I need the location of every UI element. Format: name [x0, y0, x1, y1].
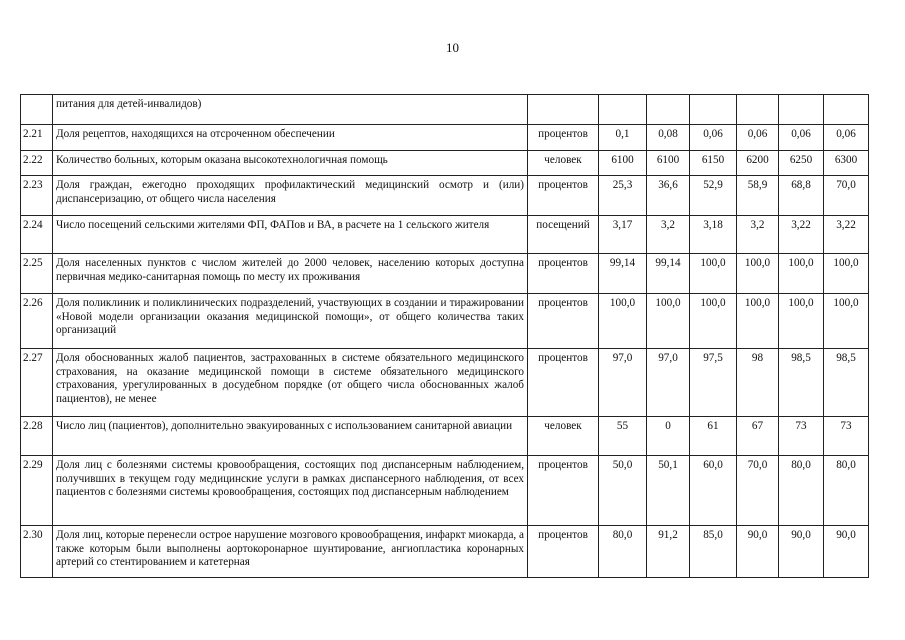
cell-value: 3,2 [737, 216, 779, 254]
cell-unit: процентов [528, 254, 599, 294]
cell-value: 100,0 [737, 254, 779, 294]
cell-value: 70,0 [737, 456, 779, 526]
cell-value: 6100 [599, 151, 647, 176]
cell-value: 100,0 [690, 294, 737, 349]
cell-unit: процентов [528, 526, 599, 578]
cell-num: 2.24 [21, 216, 53, 254]
cell-num: 2.29 [21, 456, 53, 526]
cell-unit: процентов [528, 125, 599, 151]
cell-value [599, 95, 647, 125]
cell-value: 36,6 [647, 176, 690, 216]
cell-value: 50,0 [599, 456, 647, 526]
table-row [21, 254, 869, 294]
indicators-table [20, 94, 869, 578]
cell-num: 2.21 [21, 125, 53, 151]
cell-value [690, 95, 737, 125]
cell-value [647, 95, 690, 125]
table-row [21, 294, 869, 349]
cell-value: 61 [690, 417, 737, 456]
cell-value: 25,3 [599, 176, 647, 216]
cell-unit: посещений [528, 216, 599, 254]
cell-value: 98,5 [824, 349, 869, 417]
cell-num: 2.28 [21, 417, 53, 456]
table-row [21, 176, 869, 216]
cell-description: Доля поликлиник и поликлинических подразделений, участвующих в создании и тиражировании «Новой модели организации оказания медицинской помощи», от общего количества таких организаций [53, 294, 528, 349]
cell-unit: процентов [528, 294, 599, 349]
cell-description: Количество больных, которым оказана высокотехнологичная помощь [53, 151, 528, 176]
cell-num [21, 95, 53, 125]
cell-value: 0,06 [824, 125, 869, 151]
cell-description: Число лиц (пациентов), дополнительно эвакуированных с использованием санитарной авиации [53, 417, 528, 456]
cell-value: 73 [779, 417, 824, 456]
cell-value: 60,0 [690, 456, 737, 526]
cell-unit: человек [528, 151, 599, 176]
cell-value: 0,06 [737, 125, 779, 151]
cell-value: 3,18 [690, 216, 737, 254]
cell-value: 91,2 [647, 526, 690, 578]
table-row [21, 349, 869, 417]
cell-value: 0 [647, 417, 690, 456]
cell-value: 85,0 [690, 526, 737, 578]
cell-value: 100,0 [779, 254, 824, 294]
cell-value: 80,0 [824, 456, 869, 526]
cell-value: 6250 [779, 151, 824, 176]
cell-value: 0,1 [599, 125, 647, 151]
cell-value: 0,06 [779, 125, 824, 151]
cell-value: 6200 [737, 151, 779, 176]
cell-value: 100,0 [647, 294, 690, 349]
cell-value: 55 [599, 417, 647, 456]
cell-value: 98 [737, 349, 779, 417]
cell-value: 100,0 [824, 294, 869, 349]
cell-value: 6150 [690, 151, 737, 176]
cell-value: 100,0 [824, 254, 869, 294]
cell-value: 99,14 [647, 254, 690, 294]
cell-num: 2.30 [21, 526, 53, 578]
cell-num: 2.23 [21, 176, 53, 216]
cell-value: 80,0 [599, 526, 647, 578]
table-body [21, 95, 869, 578]
cell-unit: процентов [528, 176, 599, 216]
cell-value: 90,0 [737, 526, 779, 578]
table-row [21, 456, 869, 526]
cell-description: Доля граждан, ежегодно проходящих профилактический медицинский осмотр и (или) диспансеризацию, от общего числа населения [53, 176, 528, 216]
cell-value [779, 95, 824, 125]
cell-value: 80,0 [779, 456, 824, 526]
cell-value [737, 95, 779, 125]
cell-value: 100,0 [779, 294, 824, 349]
cell-value: 90,0 [779, 526, 824, 578]
cell-value: 67 [737, 417, 779, 456]
cell-value: 58,9 [737, 176, 779, 216]
cell-unit: процентов [528, 349, 599, 417]
cell-description: Доля рецептов, находящихся на отсроченном обеспечении [53, 125, 528, 151]
page-number: 10 [446, 40, 459, 55]
cell-value: 98,5 [779, 349, 824, 417]
cell-value: 97,0 [647, 349, 690, 417]
cell-description: Число посещений сельскими жителями ФП, ФАПов и ВА, в расчете на 1 сельского жителя [53, 216, 528, 254]
cell-value: 3,17 [599, 216, 647, 254]
cell-value: 3,2 [647, 216, 690, 254]
cell-value: 100,0 [690, 254, 737, 294]
cell-value: 100,0 [599, 294, 647, 349]
cell-value: 97,5 [690, 349, 737, 417]
table-row [21, 125, 869, 151]
cell-value: 99,14 [599, 254, 647, 294]
cell-value: 6100 [647, 151, 690, 176]
cell-value: 68,8 [779, 176, 824, 216]
cell-description: Доля обоснованных жалоб пациентов, застрахованных в системе обязательного медицинского страхования, на оказание медицинской помощи в системе обязательного медицинского страхования, урегулированных в досудебном порядке (от общего числа обоснованных жалоб пациентов), не менее [53, 349, 528, 417]
cell-num: 2.27 [21, 349, 53, 417]
cell-value: 3,22 [824, 216, 869, 254]
cell-description: Доля лиц, которые перенесли острое нарушение мозгового кровообращения, инфаркт миокарда, а также которым были выполнены аортокоронарное шунтирование, ангиопластика коронарных артерий со стентированием и катетерная [53, 526, 528, 578]
table-row [21, 151, 869, 176]
cell-value: 70,0 [824, 176, 869, 216]
cell-value [824, 95, 869, 125]
cell-value: 90,0 [824, 526, 869, 578]
cell-value: 0,08 [647, 125, 690, 151]
cell-description: Доля населенных пунктов с числом жителей до 2000 человек, населению которых доступна первичная медико-санитарная помощь по месту их проживания [53, 254, 528, 294]
cell-num: 2.22 [21, 151, 53, 176]
cell-value: 3,22 [779, 216, 824, 254]
cell-value: 52,9 [690, 176, 737, 216]
cell-num: 2.25 [21, 254, 53, 294]
cell-value: 0,06 [690, 125, 737, 151]
cell-value: 50,1 [647, 456, 690, 526]
cell-unit: человек [528, 417, 599, 456]
cell-value: 6300 [824, 151, 869, 176]
cell-unit: процентов [528, 456, 599, 526]
cell-unit [528, 95, 599, 125]
cell-num: 2.26 [21, 294, 53, 349]
table-row [21, 526, 869, 578]
cell-value: 73 [824, 417, 869, 456]
continuation-row [21, 95, 869, 125]
cell-value: 100,0 [737, 294, 779, 349]
cell-value: 97,0 [599, 349, 647, 417]
table-row [21, 417, 869, 456]
cell-description: питания для детей-инвалидов) [53, 95, 528, 125]
cell-description: Доля лиц с болезнями системы кровообращения, состоящих под диспансерным наблюдением, получивших в текущем году медицинские услуги в рамках диспансерного наблюдения, от всех пациентов с болезнями системы кровообращения, состоящих под диспансерным наблюдением [53, 456, 528, 526]
table-row [21, 216, 869, 254]
